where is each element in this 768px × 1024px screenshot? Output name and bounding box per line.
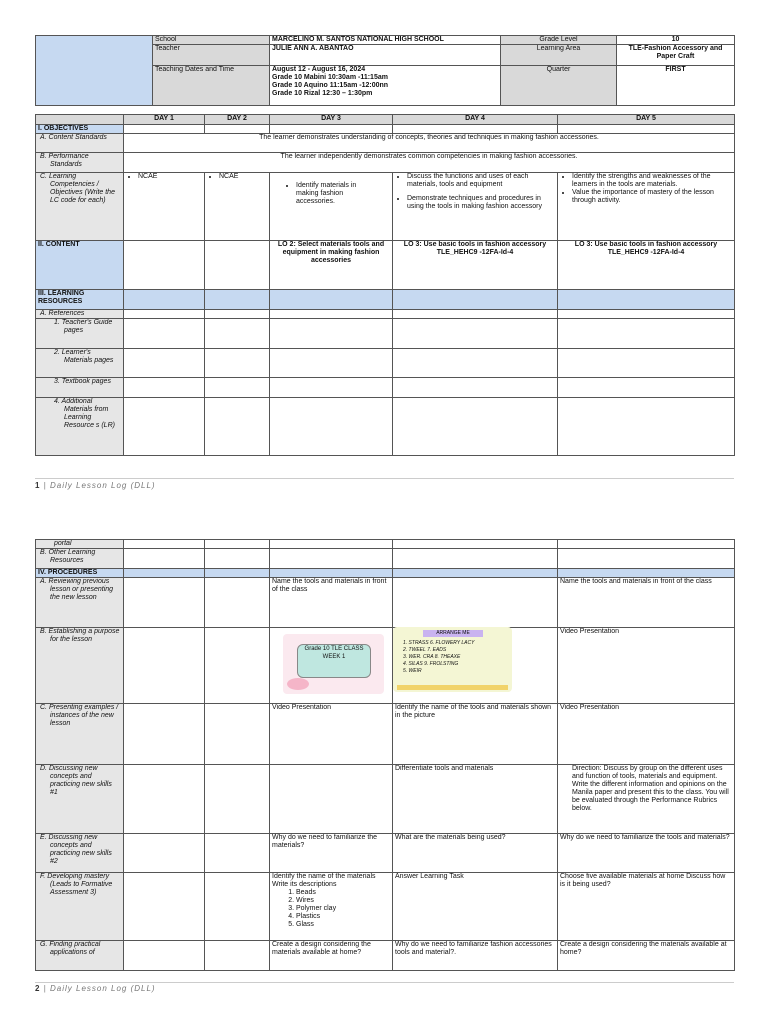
procedure-c-day4: Identify the name of the tools and materials shown in the picture [393, 704, 558, 765]
day1-competency: • NCAE [124, 173, 205, 241]
procedure-a-day5: Name the tools and materials in front of the class [558, 578, 735, 628]
procedure-d-label: D. Discussing new concepts and practicing new skills #1 [36, 765, 124, 834]
additional-materials-label: 4. Additional Materials from Learning Resource s (LR) [36, 398, 124, 456]
day3-competency: • Identify materials in making fashion accessories. [270, 173, 393, 241]
teacher-value: JULIE ANN A. ABANTAO [270, 45, 501, 66]
procedure-e-day5: Why do we need to familiarize the tools and materials? [558, 834, 735, 873]
teacher-label: Teacher [153, 45, 270, 66]
day-header: DAY 1 [124, 115, 205, 125]
day-header: DAY 2 [205, 115, 270, 125]
grade-level-value: 10 [617, 36, 735, 45]
day4-competency: • Discuss the functions and uses of each materials, tools and equipment • Demonstrate techniques and procedures in using the tools in making fashion accessory [393, 173, 558, 241]
procedure-b-label: B. Establishing a purpose for the lesson [36, 628, 124, 704]
content-standards-text: The learner demonstrates understanding of concepts, theories and techniques in making fashion accessories. [124, 134, 735, 153]
textbook-label: 3. Textbook pages [36, 378, 124, 398]
competencies-label: C. Learning Competencies / Objectives (Write the LC code for each) [36, 173, 124, 241]
header-logo-cell [36, 36, 153, 106]
procedure-g-label: G. Finding practical applications of [36, 941, 124, 971]
quarter-value: FIRST [617, 66, 735, 106]
grade-level-label: Grade Level [501, 36, 617, 45]
dates-value: August 12 - August 16, 2024 Grade 10 Mabini 10:30am -11:15am Grade 10 Aquino 11:15am -12:00nn Grade 10 Rizal 12:30 – 1:30pm [270, 66, 501, 106]
lesson-table-page1 [35, 114, 735, 456]
day5-content: LO 3: Use basic tools in fashion accessory TLE_HEHC9 -12FA-Id-4 [558, 241, 735, 290]
other-resources-label: B. Other Learning Resources [36, 549, 124, 569]
school-value: MARCELINO M. SANTOS NATIONAL HIGH SCHOOL [270, 36, 501, 45]
learners-materials-label: 2. Learner's Materials pages [36, 349, 124, 378]
procedure-g-day4: Why do we need to familiarize fashion accessories tools and material?. [393, 941, 558, 971]
performance-standards-label: B. Performance Standards [36, 153, 124, 173]
corner-cell [36, 115, 124, 125]
procedures-heading: IV. PROCEDURES [36, 569, 124, 578]
resources-heading: III. LEARNING RESOURCES [36, 290, 124, 310]
class-week-thumbnail: Grade 10 TLE CLASS WEEK 1 [283, 634, 384, 694]
lesson-table-page2 [35, 539, 735, 971]
day2-competency: • NCAE [205, 173, 270, 241]
day4-content: LO 3: Use basic tools in fashion accessory TLE_HEHC9 -12FA-Id-4 [393, 241, 558, 290]
procedure-a-day3: Name the tools and materials in front of the class [270, 578, 393, 628]
performance-standards-text: The learner independently demonstrates common competencies in making fashion accessories. [124, 153, 735, 173]
arrange-me-thumbnail: ARRANGE ME 1. STRASS 6. FLOWERY LACY 2. TWEEL 7. EADS 3. WER. CRA 8. THEAXE 4. SILAS 9. FROLSTING 5. WEIR [393, 627, 512, 692]
procedure-e-day4: What are the materials being used? [393, 834, 558, 873]
learning-area-value: TLE-Fashion Accessory and Paper Craft [617, 45, 735, 66]
day-header: DAY 5 [558, 115, 735, 125]
procedure-f-day4: Answer Learning Task [393, 873, 558, 941]
school-label: School [153, 36, 270, 45]
day5-competency: • Identify the strengths and weaknesses of the learners in the tools are materials. • Value the importance of mastery of the lesson through activity. [558, 173, 735, 241]
procedure-b-day5: Video Presentation [558, 628, 735, 704]
references-label: A. References [36, 310, 124, 319]
dates-label: Teaching Dates and Time [153, 66, 270, 106]
quarter-label: Quarter [501, 66, 617, 106]
learning-area-label: Learning Area [501, 45, 617, 66]
procedure-d-day5: Direction: Discuss by group on the different uses and function of tools, materials and equipment. Write the different information and opinions on the Manila paper and present this to the class. You will be evaluated through the Performance Rubrics below. [558, 765, 735, 834]
day-header: DAY 4 [393, 115, 558, 125]
objectives-heading: I. OBJECTIVES [36, 125, 124, 134]
procedure-f-label: F. Developing mastery (Leads to Formative Assessment 3) [36, 873, 124, 941]
footer-page2: 2 | Daily Lesson Log (DLL) [35, 984, 156, 993]
procedure-a-label: A. Reviewing previous lesson or presenting the new lesson [36, 578, 124, 628]
content-standards-label: A. Content Standards [36, 134, 124, 153]
procedure-f-day5: Choose five available materials at home Discuss how is it being used? [558, 873, 735, 941]
portal-label: portal [36, 540, 124, 549]
teachers-guide-label: 1. Teacher's Guide pages [36, 319, 124, 349]
procedure-g-day5: Create a design considering the materials available at home? [558, 941, 735, 971]
footer-page1: 1 | Daily Lesson Log (DLL) [35, 481, 156, 490]
footer-rule [35, 982, 734, 983]
procedure-c-day5: Video Presentation [558, 704, 735, 765]
header-table [35, 35, 735, 106]
procedure-c-label: C. Presenting examples / instances of the new lesson [36, 704, 124, 765]
procedure-f-day3: Identify the name of the materials Write its descriptions 1. Beads 2. Wires 3. Polymer clay 4. Plastics 5. Glass [270, 873, 393, 941]
procedure-g-day3: Create a design considering the materials available at home? [270, 941, 393, 971]
procedure-e-label: E. Discussing new concepts and practicing new skills #2 [36, 834, 124, 873]
procedure-c-day3: Video Presentation [270, 704, 393, 765]
procedure-d-day4: Differentiate tools and materials [393, 765, 558, 834]
footer-rule [35, 478, 734, 479]
content-heading: II. CONTENT [36, 241, 124, 290]
day-header: DAY 3 [270, 115, 393, 125]
day3-content: LO 2: Select materials tools and equipment in making fashion accessories [270, 241, 393, 290]
procedure-e-day3: Why do we need to familiarize the materials? [270, 834, 393, 873]
